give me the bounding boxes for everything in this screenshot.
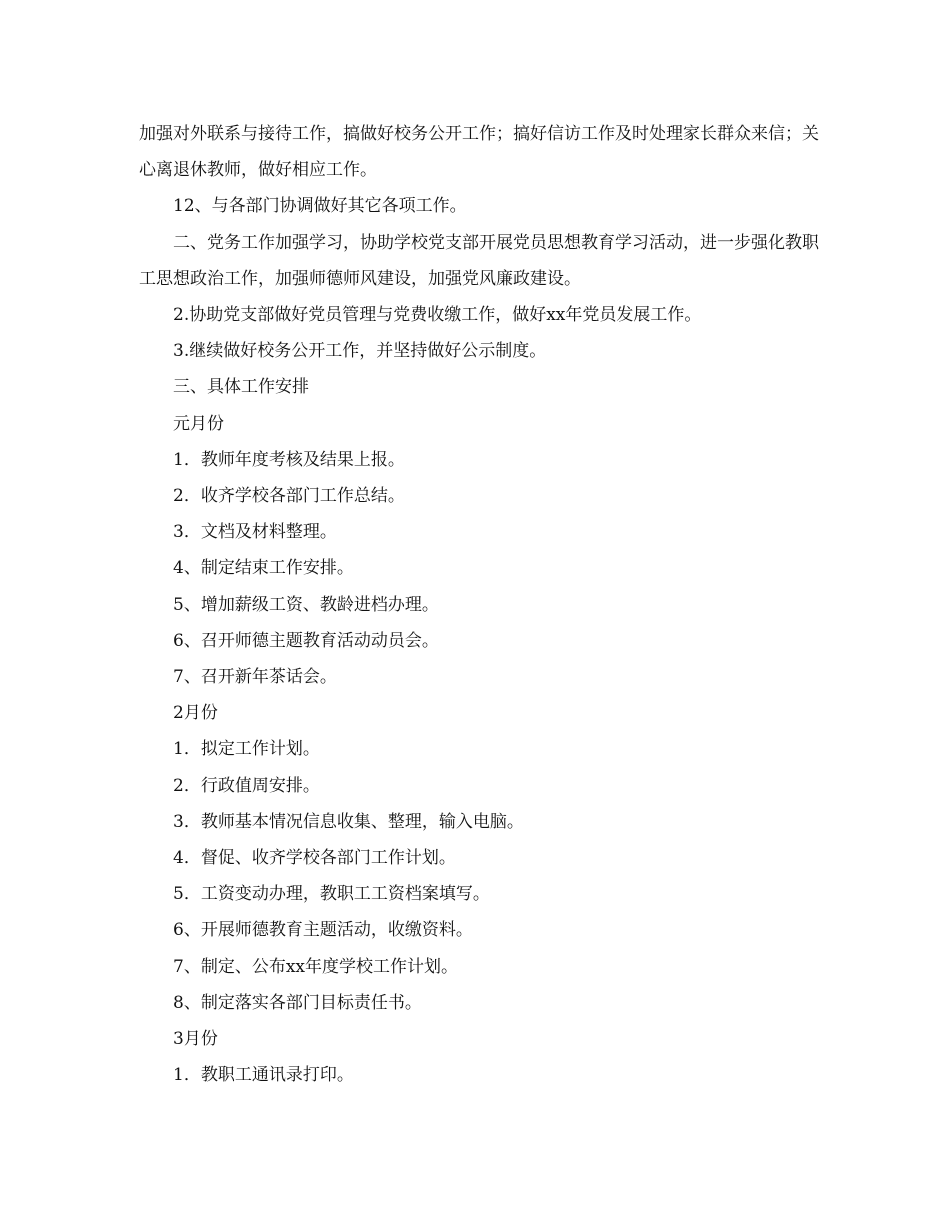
paragraph-1: 加强对外联系与接待工作，搞做好校务公开工作；搞好信访工作及时处理家长群众来信；关心离退休教师，做好相应工作。 bbox=[139, 124, 819, 181]
paragraph-3: 二、党务工作加强学习，协助学校党支部开展党员思想教育学习活动，进一步强化教职工思想政治工作，加强师德师风建设，加强党风廉政建设。 bbox=[139, 232, 819, 289]
list-item: 6、召开师德主题教育活动动员会。 bbox=[173, 630, 439, 651]
list-item: 3．教师基本情况信息收集、整理，输入电脑。 bbox=[173, 811, 524, 832]
month-heading-january: 元月份 bbox=[173, 413, 224, 434]
list-item: 8、制定落实各部门目标责任书。 bbox=[173, 992, 422, 1013]
list-item: 4．督促、收齐学校各部门工作计划。 bbox=[173, 848, 456, 869]
list-item: 7、召开新年茶话会。 bbox=[173, 667, 337, 688]
list-item: 4、制定结束工作安排。 bbox=[173, 558, 354, 579]
section-heading: 三、具体工作安排 bbox=[173, 377, 309, 398]
list-item: 6、开展师德教育主题活动，收缴资料。 bbox=[173, 920, 473, 941]
list-item: 2．收齐学校各部门工作总结。 bbox=[173, 486, 405, 507]
list-item: 1．教职工通讯录打印。 bbox=[173, 1065, 354, 1086]
paragraph-5: 3.继续做好校务公开工作，并坚持做好公示制度。 bbox=[173, 341, 547, 362]
document-body bbox=[139, 116, 819, 1093]
list-item: 1．拟定工作计划。 bbox=[173, 739, 320, 760]
list-item: 5、增加薪级工资、教龄进档办理。 bbox=[173, 594, 439, 615]
list-item: 2．行政值周安排。 bbox=[173, 775, 320, 796]
paragraph-2: 12、与各部门协调做好其它各项工作。 bbox=[173, 196, 467, 217]
paragraph-4: 2.协助党支部做好党员管理与党费收缴工作，做好xx年党员发展工作。 bbox=[173, 305, 702, 326]
list-item: 3．文档及材料整理。 bbox=[173, 522, 337, 543]
list-item: 1．教师年度考核及结果上报。 bbox=[173, 449, 405, 470]
list-item: 7、制定、公布xx年度学校工作计划。 bbox=[173, 956, 458, 977]
list-item: 5．工资变动办理，教职工工资档案填写。 bbox=[173, 884, 490, 905]
month-heading-march: 3月份 bbox=[173, 1029, 218, 1050]
month-heading-february: 2月份 bbox=[173, 703, 218, 724]
